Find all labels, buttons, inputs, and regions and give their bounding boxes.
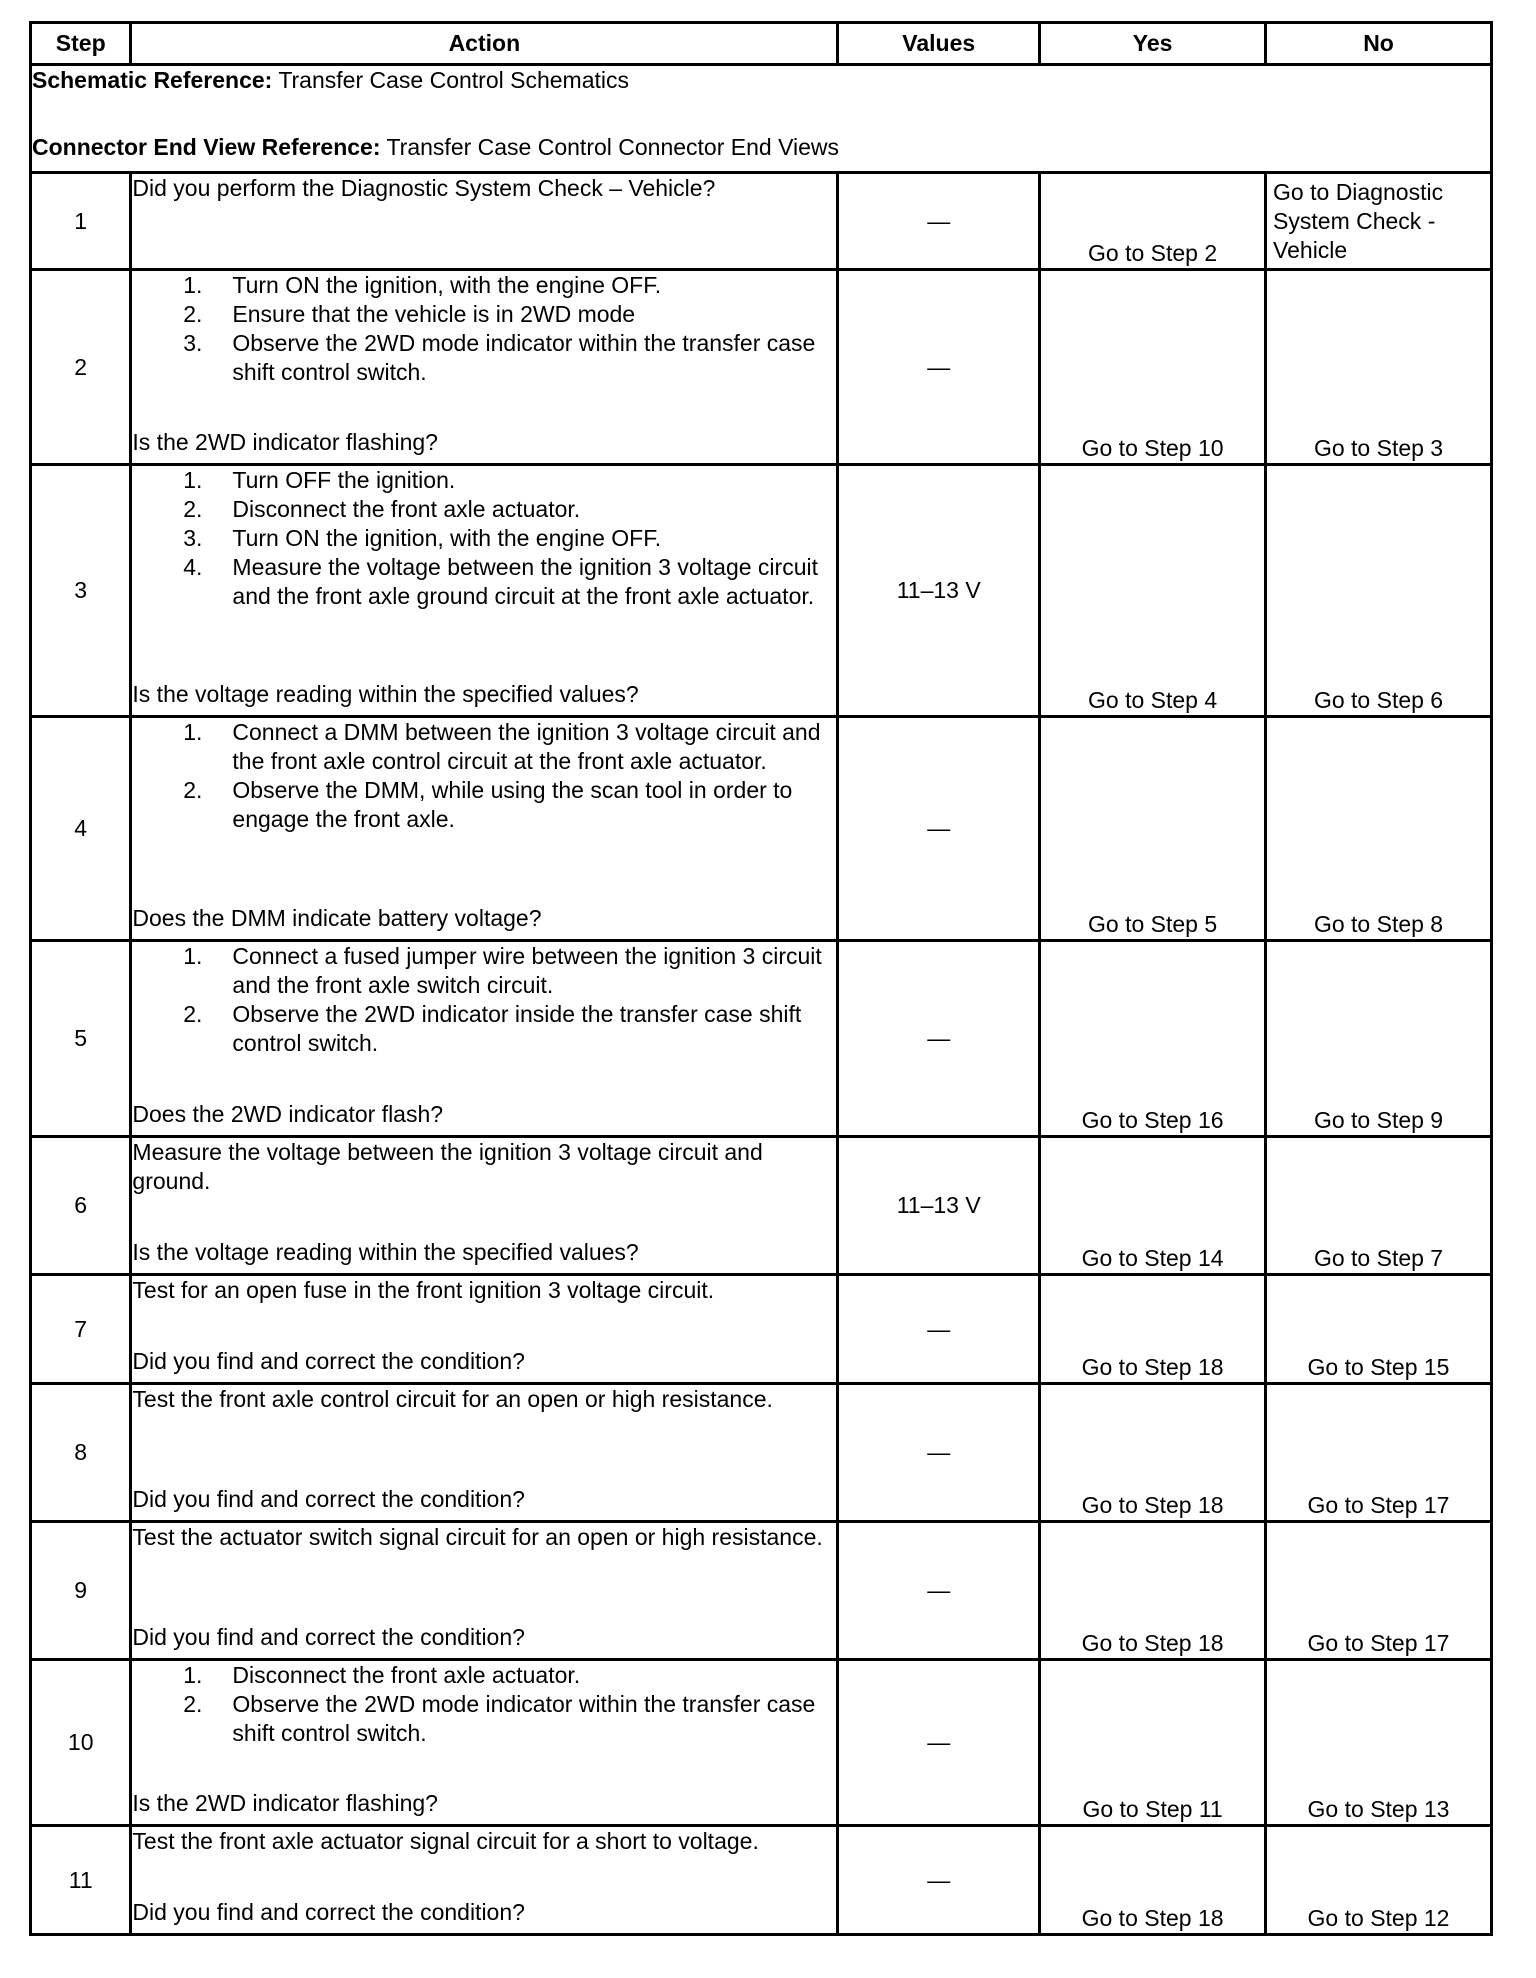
action-step-number: 1. xyxy=(183,272,203,298)
no-cell: Go to Diagnostic System Check - Vehicle xyxy=(1266,173,1492,270)
values-cell: — xyxy=(838,270,1040,465)
no-cell: Go to Step 12 xyxy=(1266,1826,1492,1935)
values-cell: — xyxy=(838,1522,1040,1660)
yes-cell: Go to Step 16 xyxy=(1040,941,1266,1137)
action-step-text: Connect a DMM between the ignition 3 voltage circuit and the front axle control circuit at the front axle actuator. xyxy=(232,719,821,774)
step-number: 5 xyxy=(31,941,131,1137)
action-cell xyxy=(131,1660,838,1826)
action-step-text: Turn OFF the ignition. xyxy=(232,467,456,493)
step-number: 7 xyxy=(31,1275,131,1384)
action-steps-list xyxy=(132,1661,836,1748)
action-step-text: Turn ON the ignition, with the engine OFF. xyxy=(232,272,662,298)
action-cell xyxy=(131,717,838,941)
yes-cell: Go to Step 4 xyxy=(1040,465,1266,717)
header-row xyxy=(31,23,1492,65)
action-text: Test the front axle control circuit for an open or high resistance. xyxy=(132,1386,773,1412)
yes-cell: Go to Step 18 xyxy=(1040,1826,1266,1935)
action-body xyxy=(132,718,836,834)
table-row xyxy=(31,717,1492,941)
step-number: 4 xyxy=(31,717,131,941)
table-row xyxy=(31,1137,1492,1275)
header-step: Step xyxy=(31,23,131,65)
action-cell xyxy=(131,941,838,1137)
action-text: Measure the voltage between the ignition 3 voltage circuit and ground. xyxy=(132,1139,763,1194)
table-row xyxy=(31,1826,1492,1935)
no-cell: Go to Step 17 xyxy=(1266,1522,1492,1660)
table-row xyxy=(31,941,1492,1137)
table-row xyxy=(31,173,1492,270)
no-cell: Go to Step 6 xyxy=(1266,465,1492,717)
values-cell: — xyxy=(838,1275,1040,1384)
header-values: Values xyxy=(838,23,1040,65)
action-step-text: Observe the DMM, while using the scan tool in order to engage the front axle. xyxy=(232,777,793,832)
values-cell: — xyxy=(838,1384,1040,1522)
action-question: Is the 2WD indicator flashing? xyxy=(132,429,438,455)
action-text: Test the actuator switch signal circuit for an open or high resistance. xyxy=(132,1524,823,1550)
action-step-number: 2. xyxy=(183,496,203,522)
action-step-item xyxy=(132,271,836,300)
connector-reference-text: Transfer Case Control Connector End Views xyxy=(386,134,840,160)
action-step-item xyxy=(132,1661,836,1690)
action-step-item xyxy=(132,329,836,387)
action-body xyxy=(132,1523,836,1552)
no-cell: Go to Step 9 xyxy=(1266,941,1492,1137)
action-step-item xyxy=(132,718,836,776)
connector-reference-label: Connector End View Reference: xyxy=(32,134,381,160)
header-action: Action xyxy=(131,23,838,65)
action-step-item xyxy=(132,1690,836,1748)
table-row xyxy=(31,1275,1492,1384)
values-cell: 11–13 V xyxy=(838,1137,1040,1275)
values-cell: — xyxy=(838,1660,1040,1826)
diagnostic-table xyxy=(29,21,1493,1936)
yes-cell: Go to Step 18 xyxy=(1040,1522,1266,1660)
values-cell: — xyxy=(838,173,1040,270)
no-cell: Go to Step 8 xyxy=(1266,717,1492,941)
action-step-item xyxy=(132,942,836,1000)
yes-cell: Go to Step 18 xyxy=(1040,1384,1266,1522)
no-cell: Go to Step 7 xyxy=(1266,1137,1492,1275)
action-body xyxy=(132,1276,836,1305)
action-body xyxy=(132,466,836,611)
yes-cell: Go to Step 5 xyxy=(1040,717,1266,941)
action-cell xyxy=(131,270,838,465)
action-body xyxy=(132,271,836,387)
action-step-text: Observe the 2WD mode indicator within the transfer case shift control switch. xyxy=(232,330,816,385)
action-text: Test the front axle actuator signal circuit for a short to voltage. xyxy=(132,1828,759,1854)
action-text: Did you perform the Diagnostic System Check – Vehicle? xyxy=(132,175,716,201)
action-step-number: 1. xyxy=(183,719,203,745)
action-cell xyxy=(131,1384,838,1522)
step-number: 3 xyxy=(31,465,131,717)
action-step-item xyxy=(132,524,836,553)
action-cell xyxy=(131,173,838,270)
yes-cell: Go to Step 14 xyxy=(1040,1137,1266,1275)
values-cell: — xyxy=(838,1826,1040,1935)
step-number: 1 xyxy=(31,173,131,270)
action-step-number: 2. xyxy=(183,301,203,327)
action-step-text: Ensure that the vehicle is in 2WD mode xyxy=(232,301,636,327)
table-row xyxy=(31,465,1492,717)
connector-reference xyxy=(32,133,1490,162)
action-step-item xyxy=(132,495,836,524)
action-step-item xyxy=(132,466,836,495)
values-cell: 11–13 V xyxy=(838,465,1040,717)
yes-cell: Go to Step 2 xyxy=(1040,173,1266,270)
action-steps-list xyxy=(132,466,836,611)
action-cell xyxy=(131,1522,838,1660)
header-no: No xyxy=(1266,23,1492,65)
action-question: Is the voltage reading within the specified values? xyxy=(132,1239,639,1265)
action-steps-list xyxy=(132,718,836,834)
action-step-number: 3. xyxy=(183,525,203,551)
action-body xyxy=(132,174,836,203)
action-step-text: Turn ON the ignition, with the engine OFF. xyxy=(232,525,662,551)
schematic-reference-label: Schematic Reference: xyxy=(32,67,273,93)
action-question: Did you find and correct the condition? xyxy=(132,1348,525,1374)
action-step-text: Observe the 2WD indicator inside the transfer case shift control switch. xyxy=(232,1001,802,1056)
action-step-number: 2. xyxy=(183,1691,203,1717)
action-step-text: Measure the voltage between the ignition 3 voltage circuit and the front axle ground circuit at the front axle actuator. xyxy=(232,554,818,609)
action-step-text: Disconnect the front axle actuator. xyxy=(232,1662,581,1688)
step-number: 8 xyxy=(31,1384,131,1522)
action-body xyxy=(132,1661,836,1748)
reference-cell xyxy=(31,65,1492,173)
step-number: 6 xyxy=(31,1137,131,1275)
table-row xyxy=(31,1522,1492,1660)
action-text: Test for an open fuse in the front ignition 3 voltage circuit. xyxy=(132,1277,715,1303)
action-step-item xyxy=(132,300,836,329)
action-step-number: 1. xyxy=(183,943,203,969)
yes-cell: Go to Step 10 xyxy=(1040,270,1266,465)
step-number: 9 xyxy=(31,1522,131,1660)
action-step-number: 4. xyxy=(183,554,203,580)
yes-cell: Go to Step 11 xyxy=(1040,1660,1266,1826)
action-question: Is the voltage reading within the specified values? xyxy=(132,681,639,707)
action-cell xyxy=(131,1826,838,1935)
action-steps-list xyxy=(132,271,836,387)
action-cell xyxy=(131,1137,838,1275)
action-body xyxy=(132,942,836,1058)
values-cell: — xyxy=(838,717,1040,941)
action-step-text: Observe the 2WD mode indicator within the transfer case shift control switch. xyxy=(232,1691,816,1746)
header-yes: Yes xyxy=(1040,23,1266,65)
no-cell: Go to Step 13 xyxy=(1266,1660,1492,1826)
no-cell: Go to Step 3 xyxy=(1266,270,1492,465)
action-step-number: 1. xyxy=(183,1662,203,1688)
action-cell xyxy=(131,465,838,717)
action-body xyxy=(132,1138,836,1196)
action-step-number: 2. xyxy=(183,777,203,803)
action-body xyxy=(132,1385,836,1414)
action-cell xyxy=(131,1275,838,1384)
action-step-item xyxy=(132,776,836,834)
action-question: Did you find and correct the condition? xyxy=(132,1486,525,1512)
action-question: Is the 2WD indicator flashing? xyxy=(132,1790,438,1816)
step-number: 10 xyxy=(31,1660,131,1826)
schematic-reference xyxy=(32,66,1490,95)
no-cell: Go to Step 15 xyxy=(1266,1275,1492,1384)
action-step-text: Disconnect the front axle actuator. xyxy=(232,496,581,522)
action-question: Does the DMM indicate battery voltage? xyxy=(132,905,542,931)
schematic-reference-text: Transfer Case Control Schematics xyxy=(278,67,629,93)
step-number: 2 xyxy=(31,270,131,465)
values-cell: — xyxy=(838,941,1040,1137)
table-row xyxy=(31,270,1492,465)
action-step-item xyxy=(132,553,836,611)
action-question: Did you find and correct the condition? xyxy=(132,1624,525,1650)
action-step-number: 2. xyxy=(183,1001,203,1027)
action-step-number: 3. xyxy=(183,330,203,356)
reference-row xyxy=(31,65,1492,173)
table-row xyxy=(31,1384,1492,1522)
no-cell: Go to Step 17 xyxy=(1266,1384,1492,1522)
action-question: Did you find and correct the condition? xyxy=(132,1899,525,1925)
action-step-item xyxy=(132,1000,836,1058)
step-number: 11 xyxy=(31,1826,131,1935)
action-steps-list xyxy=(132,942,836,1058)
action-step-text: Connect a fused jumper wire between the ignition 3 circuit and the front axle switch circuit. xyxy=(232,943,822,998)
table-row xyxy=(31,1660,1492,1826)
yes-cell: Go to Step 18 xyxy=(1040,1275,1266,1384)
action-question: Does the 2WD indicator flash? xyxy=(132,1101,444,1127)
action-step-number: 1. xyxy=(183,467,203,493)
action-body xyxy=(132,1827,836,1856)
